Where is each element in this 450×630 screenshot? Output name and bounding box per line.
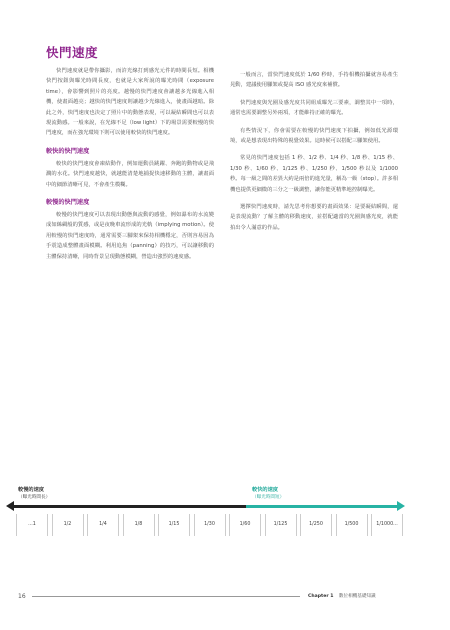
slow-speed-title: 較慢的速度 (18, 487, 44, 493)
footer-rule (32, 596, 300, 597)
slow-axis-line (10, 505, 246, 508)
running-footer (308, 593, 376, 599)
tick-label: 1/60 (229, 514, 261, 536)
shutter-speed-scale (0, 480, 450, 570)
body-paragraph: 較快的快門速度會凍結動作，例如運動員跳躍、奔跑的動物或是飛濺的水花。快門速度越快，就越能清楚地捕捉快速移動的主體，讓畫面中的細節清晰可見，不會產生模糊。 (46, 160, 214, 188)
tick-label: 1/2 (52, 514, 84, 536)
chapter-title: 數位相機基礎知識 (338, 594, 376, 599)
slow-speed-subtitle: （曝光時間長） (18, 495, 51, 500)
fast-axis-line (246, 505, 398, 508)
page-title: 快門速度 (46, 45, 99, 60)
body-paragraph: 較慢的快門速度可以表現出動態與流動的感覺，例如瀑布的水流變成如絲綢般的質感，或是夜晚車流形成的光軌（implying motion）。使用較慢的快門速度時，通常需要三腳架來保持相機穩定，否則容易因為手震造成整體畫面模糊。利用追焦（panning）的技巧，可以讓移動的主體保持清晰，同時背景呈現動態模糊，營造出強烈的速度感。 (46, 212, 214, 260)
tick-row (16, 514, 408, 538)
tick-label: 1/125 (265, 514, 297, 536)
left-column (46, 66, 214, 269)
arrow-right-icon (397, 501, 405, 511)
chapter-label: Chapter 1 (308, 594, 334, 599)
tick-label: 1/500 (336, 514, 368, 536)
fast-speed-subtitle: （曝光時間短） (252, 495, 285, 500)
body-paragraph: 快門速度與光圈及感光度共同組成曝光三要素，調整其中一項時，通常也需要調整另外兩項，才能維持正確的曝光。 (230, 99, 398, 117)
tick-label: 1/15 (158, 514, 190, 536)
slow-speed-label (18, 486, 50, 502)
section-heading-slow: 較慢的快門速度 (46, 199, 90, 207)
section-heading-fast: 較快的快門速度 (46, 147, 90, 155)
fast-speed-title: 較快的速度 (252, 487, 278, 493)
tick-label: 1/250 (300, 514, 332, 536)
tick-label: 1/4 (87, 514, 119, 536)
tick-label: ...1 (16, 514, 48, 536)
body-paragraph: 快門速度就是帶你攝影，而許光線打到感光元件的時間長短。相機快門按鈕與曝光時間長度，也就是大家所說的曝光時間（exposure time），會影響到照片的亮度。越慢的快門速度會讓越多光線進入相機，使畫面越亮；越快的快門速度則讓越少光線進入，使畫面越暗。除此之外，快門速度也決定了照片中的動態表現，可以凝結瞬間也可以表現流動感。一般來說，在光線不足（low light）下的場景需要較慢的快門速度，而在強光環境下則可以使用較快的快門速度。 (46, 68, 214, 137)
body-paragraph: 一般而言，當快門速度低於 1/60 秒時，手持相機拍攝就容易產生晃動，建議使用腳架或提高 ISO 感光度來補償。 (230, 72, 398, 89)
tick-label: 1/30 (194, 514, 226, 536)
page-number: 16 (18, 593, 26, 600)
fast-speed-label (252, 486, 284, 502)
tick-label: 1/1000... (371, 514, 403, 536)
right-column (230, 70, 398, 240)
tick-label: 1/8 (123, 514, 155, 536)
body-paragraph: 有些情況下，你會需要在較慢的快門速度下拍攝，例如低光源環境，或是想表現出特殊的視覺效果。這時候可以搭配三腳架使用。 (230, 127, 398, 145)
body-paragraph: 常見的快門速度包括 1 秒、1/2 秒、1/4 秒、1/8 秒、1/15 秒、1/30 秒、1/60 秒、1/125 秒、1/250 秒、1/500 秒以及 1/1000 秒。每一級之間的差異大約是兩倍的進光量，稱為一級（stop）。許多相機也提供更細微的三分之一級調整，讓你能更精準地控制曝光。 (230, 155, 398, 193)
body-paragraph: 選擇快門速度時，請先思考你想要的畫面效果：是要凝結瞬間，還是表現流動？了解主體的移動速度，並搭配適當的光圈與感光度，就能拍出令人滿意的作品。 (230, 204, 398, 231)
